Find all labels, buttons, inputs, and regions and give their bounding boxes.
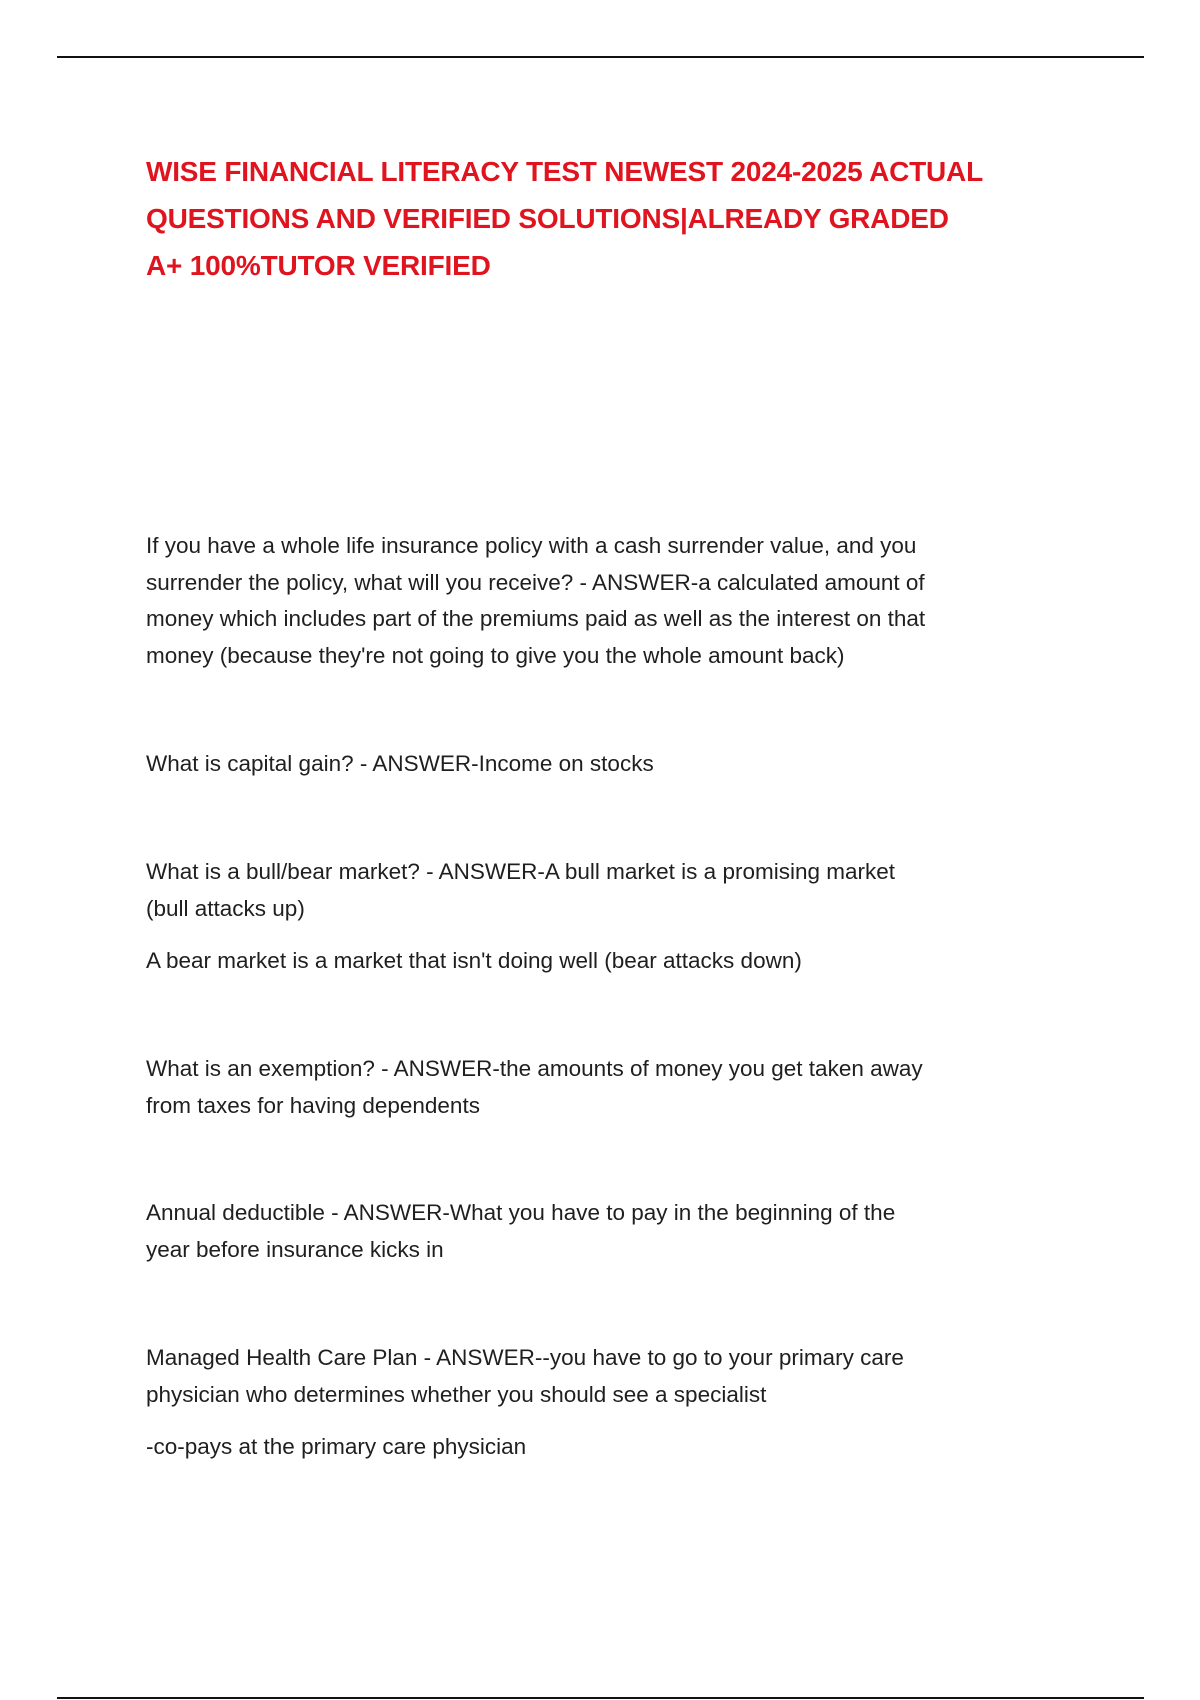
qa-line: Managed Health Care Plan - ANSWER--you have to go to your primary care bbox=[146, 1345, 904, 1370]
qa-item-managed-health-care bbox=[146, 1340, 1086, 1466]
qa-line: What is capital gain? - ANSWER-Income on stocks bbox=[146, 751, 654, 776]
title-line: QUESTIONS AND VERIFIED SOLUTIONS|ALREADY GRADED bbox=[146, 203, 949, 234]
qa-item-capital-gain bbox=[146, 746, 1086, 783]
title-line: A+ 100%TUTOR VERIFIED bbox=[146, 250, 491, 281]
qa-line: surrender the policy, what will you receive? - ANSWER-a calculated amount of bbox=[146, 569, 925, 595]
qa-line: Annual deductible - ANSWER-What you have to pay in the beginning of the bbox=[146, 1200, 896, 1225]
qa-item-exemption bbox=[146, 1051, 1086, 1124]
qa-line: If you have a whole life insurance policy with a cash surrender value, and you bbox=[146, 533, 917, 558]
qa-line: What is an exemption? - ANSWER-the amounts of money you get taken away bbox=[146, 1056, 923, 1081]
qa-line: year before insurance kicks in bbox=[146, 1236, 444, 1262]
qa-line: physician who determines whether you should see a specialist bbox=[146, 1381, 767, 1407]
qa-item-surrender-value bbox=[146, 528, 1086, 674]
title-line: WISE FINANCIAL LITERACY TEST NEWEST 2024-2025 ACTUAL bbox=[146, 156, 983, 187]
qa-item-bull-bear-market bbox=[146, 854, 1086, 980]
qa-line: What is a bull/bear market? - ANSWER-A bull market is a promising market bbox=[146, 859, 895, 884]
document-title bbox=[146, 148, 1086, 289]
qa-extra-line: -co-pays at the primary care physician bbox=[146, 1434, 527, 1459]
top-rule bbox=[57, 56, 1144, 58]
qa-line: from taxes for having dependents bbox=[146, 1092, 480, 1118]
qa-item-annual-deductible bbox=[146, 1195, 1086, 1268]
qa-extra-line: A bear market is a market that isn't doing well (bear attacks down) bbox=[146, 948, 802, 973]
qa-line: money (because they're not going to give you the whole amount back) bbox=[146, 642, 845, 668]
qa-line: (bull attacks up) bbox=[146, 895, 305, 921]
bottom-rule bbox=[57, 1697, 1144, 1699]
qa-line: money which includes part of the premiums paid as well as the interest on that bbox=[146, 606, 926, 631]
